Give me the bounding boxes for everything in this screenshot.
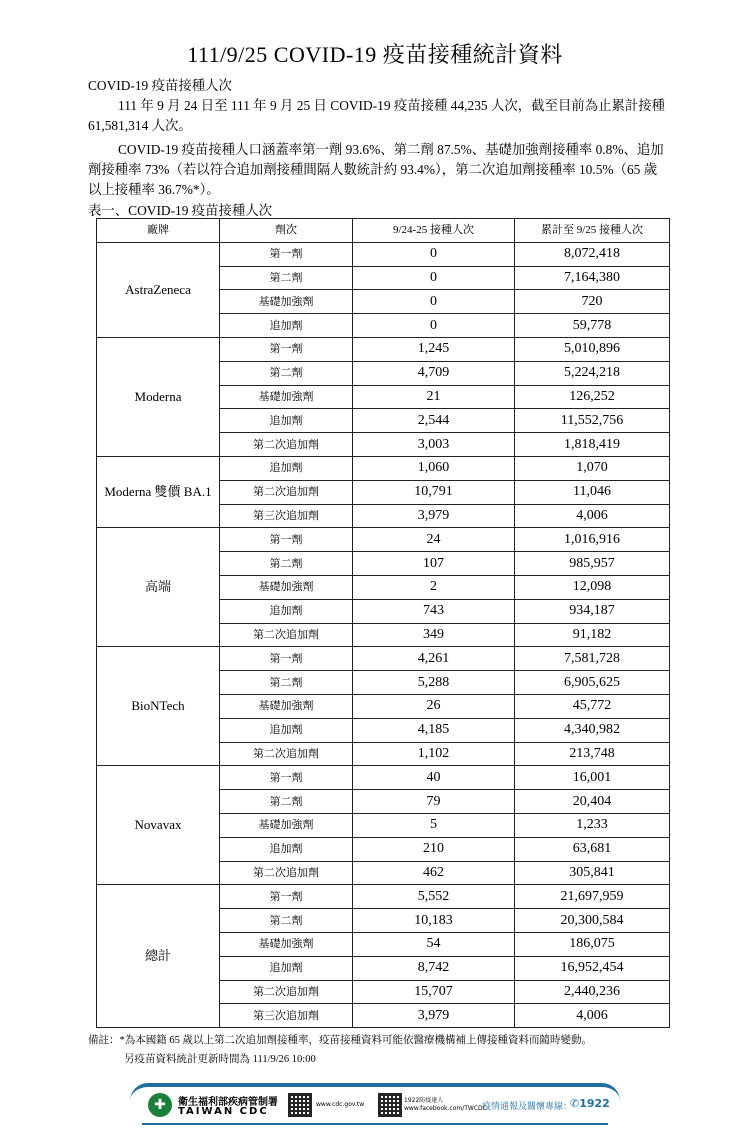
- table-row: [97, 885, 670, 909]
- period-count-cell: 15,707: [353, 980, 515, 1004]
- dose-cell: 追加劑: [220, 314, 353, 338]
- dose-cell: 追加劑: [220, 409, 353, 433]
- brand-cell: Moderna: [97, 337, 220, 456]
- dose-cell: 基礎加強劑: [220, 575, 353, 599]
- dose-cell: 第二次追加劑: [220, 623, 353, 647]
- period-count-cell: 1,245: [353, 337, 515, 361]
- footnote: 備註：*為本國籍 65 歲以上第二次追加劑接種率，疫苗接種資料可能依醫療機構補上傳接種資料而隨時變動。: [88, 1035, 592, 1046]
- footer-divider: [142, 1123, 608, 1125]
- dose-cell: 第二劑: [220, 671, 353, 695]
- dose-cell: 基礎加強劑: [220, 813, 353, 837]
- hotline-brand: 1922防疫達人: [404, 1097, 444, 1104]
- dose-cell: 第一劑: [220, 766, 353, 790]
- cumulative-count-cell: 12,098: [515, 575, 670, 599]
- period-count-cell: 743: [353, 599, 515, 623]
- brand-cell: Moderna 雙價 BA.1: [97, 456, 220, 527]
- period-count-cell: 107: [353, 552, 515, 576]
- period-count-cell: 54: [353, 932, 515, 956]
- period-count-cell: 0: [353, 314, 515, 338]
- header-cumulative-count: 累計至 9/25 接種人次: [515, 219, 670, 243]
- period-count-cell: 5,552: [353, 885, 515, 909]
- website-link[interactable]: www.cdc.gov.tw: [316, 1101, 365, 1108]
- period-count-cell: 2,544: [353, 409, 515, 433]
- cumulative-count-cell: 21,697,959: [515, 885, 670, 909]
- cumulative-count-cell: 45,772: [515, 694, 670, 718]
- period-count-cell: 0: [353, 242, 515, 266]
- header-dose: 劑次: [220, 219, 353, 243]
- cumulative-count-cell: 20,300,584: [515, 909, 670, 933]
- table-caption: 表一、COVID-19 疫苗接種人次: [88, 203, 273, 218]
- cumulative-count-cell: 1,818,419: [515, 433, 670, 457]
- period-count-cell: 1,102: [353, 742, 515, 766]
- cumulative-count-cell: 1,233: [515, 813, 670, 837]
- dose-cell: 追加劑: [220, 456, 353, 480]
- cumulative-count-cell: 4,006: [515, 1004, 670, 1028]
- period-count-cell: 4,185: [353, 718, 515, 742]
- dose-cell: 第二次追加劑: [220, 861, 353, 885]
- dose-cell: 第二次追加劑: [220, 980, 353, 1004]
- header-brand: 廠牌: [97, 219, 220, 243]
- cumulative-count-cell: 5,224,218: [515, 361, 670, 385]
- table-row: [97, 766, 670, 790]
- cumulative-count-cell: 63,681: [515, 837, 670, 861]
- cumulative-count-cell: 5,010,896: [515, 337, 670, 361]
- table-row: [97, 337, 670, 361]
- table-body: [97, 242, 670, 1027]
- cumulative-count-cell: 6,905,625: [515, 671, 670, 695]
- table-row: [97, 456, 670, 480]
- page-title: 111/9/25 COVID-19 疫苗接種統計資料: [187, 42, 563, 67]
- dose-cell: 基礎加強劑: [220, 932, 353, 956]
- dose-cell: 基礎加強劑: [220, 694, 353, 718]
- hotline-label: 疫情通報及關懷專線：: [482, 1102, 573, 1112]
- cumulative-count-cell: 213,748: [515, 742, 670, 766]
- table-row: [97, 528, 670, 552]
- period-count-cell: 8,742: [353, 956, 515, 980]
- dose-cell: 第一劑: [220, 337, 353, 361]
- period-count-cell: 10,183: [353, 909, 515, 933]
- period-count-cell: 0: [353, 290, 515, 314]
- cumulative-count-cell: 16,952,454: [515, 956, 670, 980]
- brand-cell: 總計: [97, 885, 220, 1028]
- facebook-block: [404, 1097, 487, 1113]
- cumulative-count-cell: 8,072,418: [515, 242, 670, 266]
- cumulative-count-cell: 7,581,728: [515, 647, 670, 671]
- footer-banner: [130, 1083, 620, 1127]
- period-count-cell: 79: [353, 790, 515, 814]
- dose-cell: 追加劑: [220, 956, 353, 980]
- period-count-cell: 349: [353, 623, 515, 647]
- dose-cell: 第二劑: [220, 552, 353, 576]
- period-count-cell: 1,060: [353, 456, 515, 480]
- summary-paragraph: 111 年 9 月 24 日至 111 年 9 月 25 日 COVID-19 疫苗接種 44,235 人次，截至目前為止累計接種 61,581,314 人次。: [88, 98, 666, 133]
- cumulative-count-cell: 126,252: [515, 385, 670, 409]
- period-count-cell: 4,709: [353, 361, 515, 385]
- hotline-phone: [570, 1097, 610, 1110]
- period-count-cell: 210: [353, 837, 515, 861]
- period-count-cell: 3,979: [353, 1004, 515, 1028]
- brand-cell: BioNTech: [97, 647, 220, 766]
- table-row: [97, 647, 670, 671]
- dose-cell: 第二次追加劑: [220, 480, 353, 504]
- period-count-cell: 3,003: [353, 433, 515, 457]
- cumulative-count-cell: 11,046: [515, 480, 670, 504]
- dose-cell: 第一劑: [220, 528, 353, 552]
- period-count-cell: 5,288: [353, 671, 515, 695]
- dose-cell: 基礎加強劑: [220, 290, 353, 314]
- period-count-cell: 2: [353, 575, 515, 599]
- dose-cell: 第二次追加劑: [220, 742, 353, 766]
- table-header-row: [97, 219, 670, 243]
- cumulative-count-cell: 7,164,380: [515, 266, 670, 290]
- cumulative-count-cell: 20,404: [515, 790, 670, 814]
- dose-cell: 第三次追加劑: [220, 504, 353, 528]
- phone-icon: ✆: [570, 1097, 580, 1110]
- period-count-cell: 462: [353, 861, 515, 885]
- dose-cell: 基礎加強劑: [220, 385, 353, 409]
- table-row: [97, 242, 670, 266]
- update-time-note: 另疫苗資料統計更新時間為 111/9/26 10:00: [124, 1054, 316, 1065]
- cumulative-count-cell: 2,440,236: [515, 980, 670, 1004]
- cumulative-count-cell: 186,075: [515, 932, 670, 956]
- cumulative-count-cell: 4,340,982: [515, 718, 670, 742]
- brand-cell: Novavax: [97, 766, 220, 885]
- vaccination-table: [96, 218, 670, 1028]
- dose-cell: 第一劑: [220, 242, 353, 266]
- cumulative-count-cell: 1,016,916: [515, 528, 670, 552]
- cumulative-count-cell: 16,001: [515, 766, 670, 790]
- period-count-cell: 4,261: [353, 647, 515, 671]
- dose-cell: 第三次追加劑: [220, 1004, 353, 1028]
- dose-cell: 第二劑: [220, 266, 353, 290]
- cumulative-count-cell: 59,778: [515, 314, 670, 338]
- period-count-cell: 5: [353, 813, 515, 837]
- period-count-cell: 40: [353, 766, 515, 790]
- dose-cell: 第二劑: [220, 361, 353, 385]
- header-period-count: 9/24-25 接種人次: [353, 219, 515, 243]
- dose-cell: 第二劑: [220, 909, 353, 933]
- cumulative-count-cell: 1,070: [515, 456, 670, 480]
- phone-number: 1922: [579, 1097, 610, 1110]
- dose-cell: 追加劑: [220, 718, 353, 742]
- facebook-qr-icon: [378, 1093, 402, 1117]
- cumulative-count-cell: 11,552,756: [515, 409, 670, 433]
- cdc-logo-icon: ✚: [148, 1093, 172, 1117]
- cumulative-count-cell: 985,957: [515, 552, 670, 576]
- dose-cell: 第二次追加劑: [220, 433, 353, 457]
- org-name-cn: 衛生福利部疾病管制署: [178, 1097, 278, 1108]
- org-name-en: TAIWAN CDC: [178, 1106, 269, 1117]
- cumulative-count-cell: 720: [515, 290, 670, 314]
- period-count-cell: 21: [353, 385, 515, 409]
- period-count-cell: 3,979: [353, 504, 515, 528]
- cumulative-count-cell: 4,006: [515, 504, 670, 528]
- dose-cell: 追加劑: [220, 599, 353, 623]
- dose-cell: 第一劑: [220, 647, 353, 671]
- dose-cell: 追加劑: [220, 837, 353, 861]
- period-count-cell: 10,791: [353, 480, 515, 504]
- dose-cell: 第二劑: [220, 790, 353, 814]
- period-count-cell: 26: [353, 694, 515, 718]
- website-qr-icon: [288, 1093, 312, 1117]
- brand-cell: AstraZeneca: [97, 242, 220, 337]
- dose-cell: 第一劑: [220, 885, 353, 909]
- coverage-paragraph: COVID-19 疫苗接種人口涵蓋率第一劑 93.6%、第二劑 87.5%、基礎加強劑接種率 0.8%、追加劑接種率 73%（若以符合追加劑接種間隔人數統計約 93.4%），第二次追加劑接種率 10.5%（65 歲以上接種率 36.7%*）。: [88, 142, 664, 197]
- period-count-cell: 24: [353, 528, 515, 552]
- section-heading: COVID-19 疫苗接種人次: [88, 78, 232, 93]
- facebook-link[interactable]: www.facebook.com/TWCDC: [404, 1105, 487, 1112]
- cumulative-count-cell: 934,187: [515, 599, 670, 623]
- cumulative-count-cell: 305,841: [515, 861, 670, 885]
- cumulative-count-cell: 91,182: [515, 623, 670, 647]
- period-count-cell: 0: [353, 266, 515, 290]
- brand-cell: 高端: [97, 528, 220, 647]
